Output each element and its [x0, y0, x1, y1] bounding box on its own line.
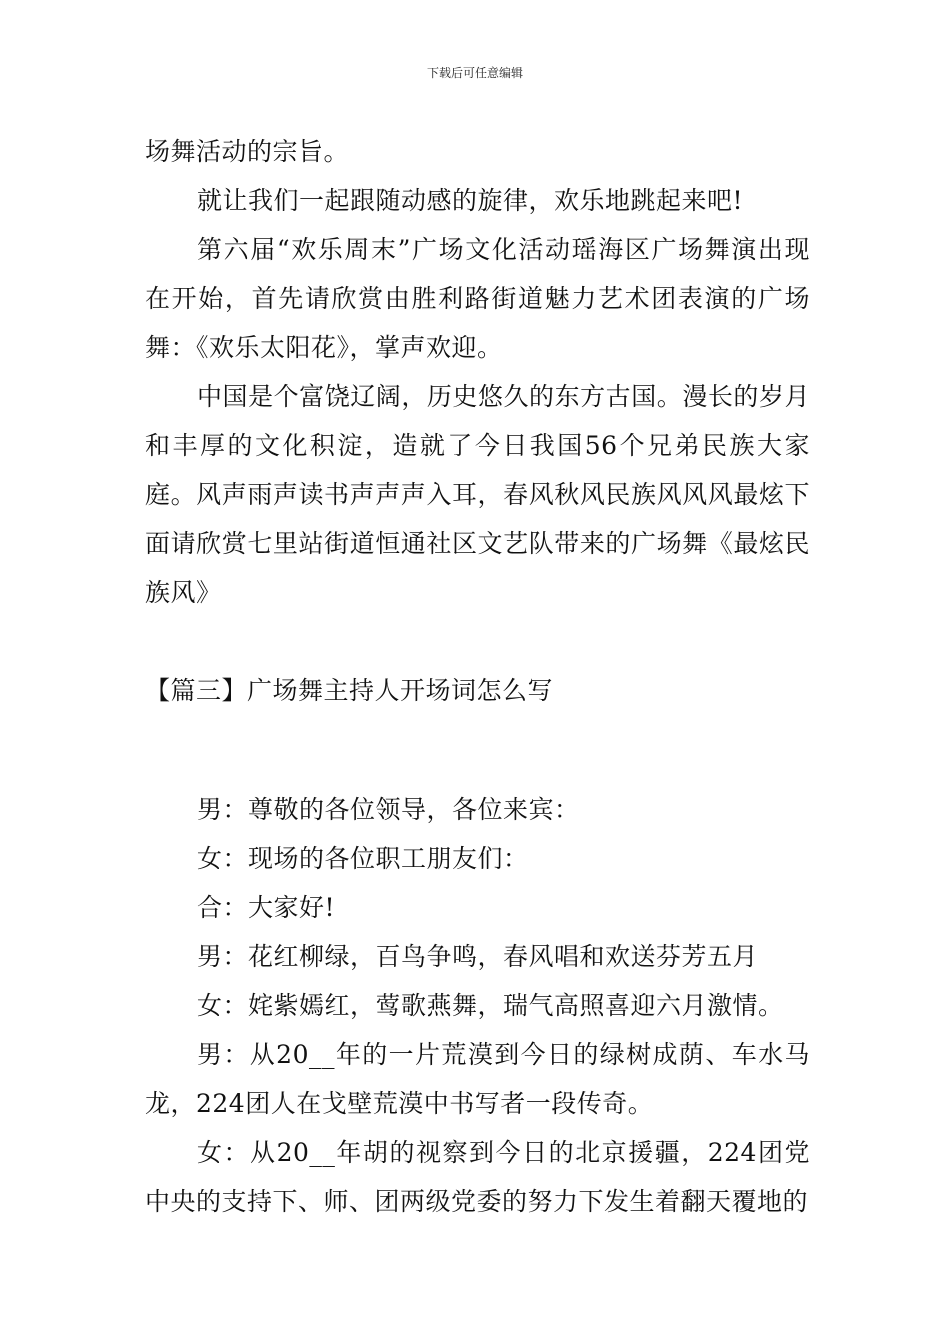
- dialogue-line-5: 女：姹紫嫣红，莺歌燕舞，瑞气高照喜迎六月激情。: [197, 991, 784, 1020]
- document-body: [145, 127, 810, 1226]
- paragraph-dance-invite: 就让我们一起跟随动感的旋律，欢乐地跳起来吧!: [197, 186, 744, 215]
- spacer: [145, 715, 810, 785]
- paragraph-china-intro: 中国是个富饶辽阔，历史悠久的东方古国。漫长的岁月和丰厚的文化积淀，造就了今日我国56个兄弟民族大家庭。风声雨声读书声声声入耳，春风秋风民族风风风最炫下面请欣赏七里站街道恒通社区文艺队带来的广场舞《最炫民族风》: [145, 382, 810, 607]
- paragraph-continuation: 场舞活动的宗旨。: [145, 137, 350, 166]
- dialogue-line-7: 女：从20__年胡的视察到今日的北京援疆，224团党中央的支持下、师、团两级党委的努力下发生着翻天覆地的: [145, 1138, 810, 1216]
- dialogue-line-3: 合：大家好!: [197, 893, 336, 922]
- dialogue-line-1: 男：尊敬的各位领导，各位来宾：: [197, 795, 580, 824]
- dialogue-line-2: 女：现场的各位职工朋友们：: [197, 844, 529, 873]
- dialogue-line-6: 男：从20__年的一片荒漠到今日的绿树成荫、车水马龙，224团人在戈壁荒漠中书写者一段传奇。: [145, 1040, 810, 1118]
- dialogue-line-4: 男：花红柳绿，百鸟争鸣，春风唱和欢送芬芳五月: [197, 942, 759, 971]
- paragraph-event-opening: 第六届“欢乐周末”广场文化活动瑶海区广场舞演出现在开始，首先请欣赏由胜利路街道魅力艺术团表演的广场舞：《欢乐太阳花》，掌声欢迎。: [145, 235, 810, 362]
- section-heading: 【篇三】广场舞主持人开场词怎么写: [145, 676, 554, 705]
- header-note: 下载后可任意编辑: [426, 66, 523, 80]
